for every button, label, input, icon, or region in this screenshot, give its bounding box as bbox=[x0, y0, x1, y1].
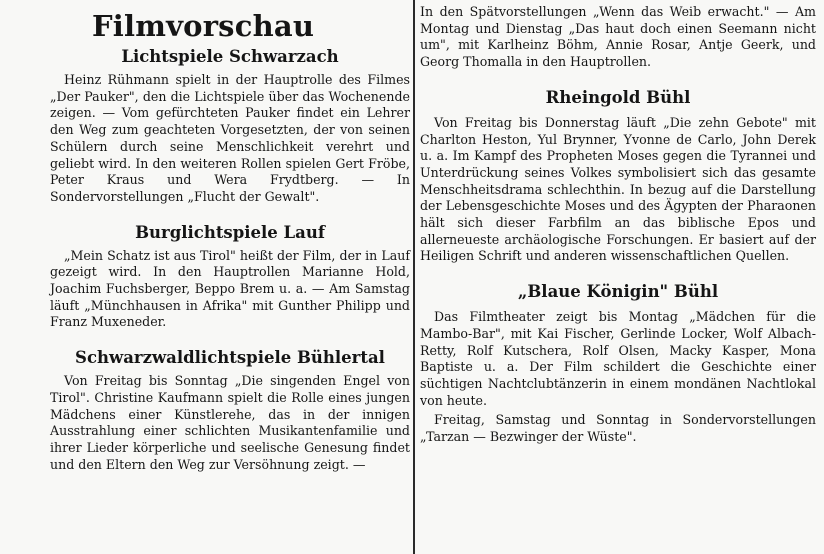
section-heading-lichtspiele-schwarzach: Lichtspiele Schwarzach bbox=[121, 47, 339, 66]
section-heading-blaue-koenigin-buehl: „Blaue Königin" Bühl bbox=[517, 282, 719, 302]
page-title: Filmvorschau bbox=[92, 9, 315, 43]
section-heading-rheingold-buehl: Rheingold Bühl bbox=[545, 87, 691, 107]
section-heading-burglichtspiele-lauf: Burglichtspiele Lauf bbox=[135, 222, 325, 242]
article-burglichtspiele-lauf: „Mein Schatz ist aus Tirol" heißt der Film, der in Lauf gezeigt wird. In den Hauptrollen Marianne Hold, Joachim Fuchsberger, Beppo Brem u. a. — Am Samstag läuft „Münchhausen in Afrika" mit Gunther Philipp und Franz Muxeneder. bbox=[50, 247, 410, 330]
article-lichtspiele-schwarzach: Heinz Rühmann spielt in der Hauptrolle des Filmes „Der Pauker", den die Lichtspiele über das Wochenende zeigen. — Vom gefürchteten Pauker findet ein Lehrer den Weg zum geachteten Vorgesetzten, der von seinen Schülern durch seine Menschlichkeit verehrt und geliebt wird. In den weiteren Rollen spielen Gert Fröbe, Peter Kraus und Wera Frydtberg. — In Sondervorstellungen „Flucht der Gewalt". bbox=[50, 72, 410, 204]
article-blaue-koenigin-buehl: Das Filmtheater zeigt bis Montag „Mädchen für die Mambo-Bar", mit Kai Fischer, Gerlinde Locker, Wolf Albach-Retty, Rolf Kutschera, Rolf Olsen, Macky Kasper, Mona Baptiste u. a. Der Film schildert die Geschichte einer süchtigen Nachtclubtänzerin in einem mondänen Nachtlokal von heute. bbox=[420, 309, 816, 408]
left-column bbox=[50, 0, 410, 473]
section-heading-schwarzwaldlichtspiele-buehlertal: Schwarzwaldlichtspiele Bühlertal bbox=[75, 348, 385, 368]
article-rheingold-buehl: Von Freitag bis Donnerstag läuft „Die zehn Gebote" mit Charlton Heston, Yul Brynner, Yvonne de Carlo, John Derek u. a. Im Kampf des Propheten Moses gegen die Tyrannei und Unterdrückung seines Volkes symbolisiert sich das gesamte Menschheitsdrama schlechthin. In bezug auf die Darstellung der Lebensgeschichte Moses und des Ägypten der Pharaonen hält sich dieser Farbfilm an das biblische Epos und allerneueste archäologische Forschungen. Er basiert auf der Heiligen Schrift und anderen wissenschaftlichen Quellen. bbox=[420, 114, 816, 264]
article-blaue-koenigin-buehl-extra: Freitag, Samstag und Sonntag in Sondervorstellungen „Tarzan — Bezwinger der Wüste". bbox=[420, 412, 816, 445]
column-divider bbox=[413, 0, 415, 554]
right-column bbox=[420, 0, 816, 446]
article-schwarzwaldlichtspiele-buehlertal: Von Freitag bis Sonntag „Die singenden Engel von Tirol". Christine Kaufmann spielt die Rolle eines jungen Mädchens einer Künstlerehe, das in der innigen Ausstrahlung einer schlichten Musikantenfamilie und ihrer Lieder körperliche und seelische Genesung findet und den Eltern den Weg zur Versöhnung zeigt. — bbox=[50, 373, 410, 472]
article-continuation: In den Spätvorstellungen „Wenn das Weib erwacht." — Am Montag und Dienstag „Das haut doch einen Seemann nicht um", mit Karlheinz Böhm, Annie Rosar, Antje Geerk, und Georg Thomalla in den Hauptrollen. bbox=[420, 4, 816, 70]
